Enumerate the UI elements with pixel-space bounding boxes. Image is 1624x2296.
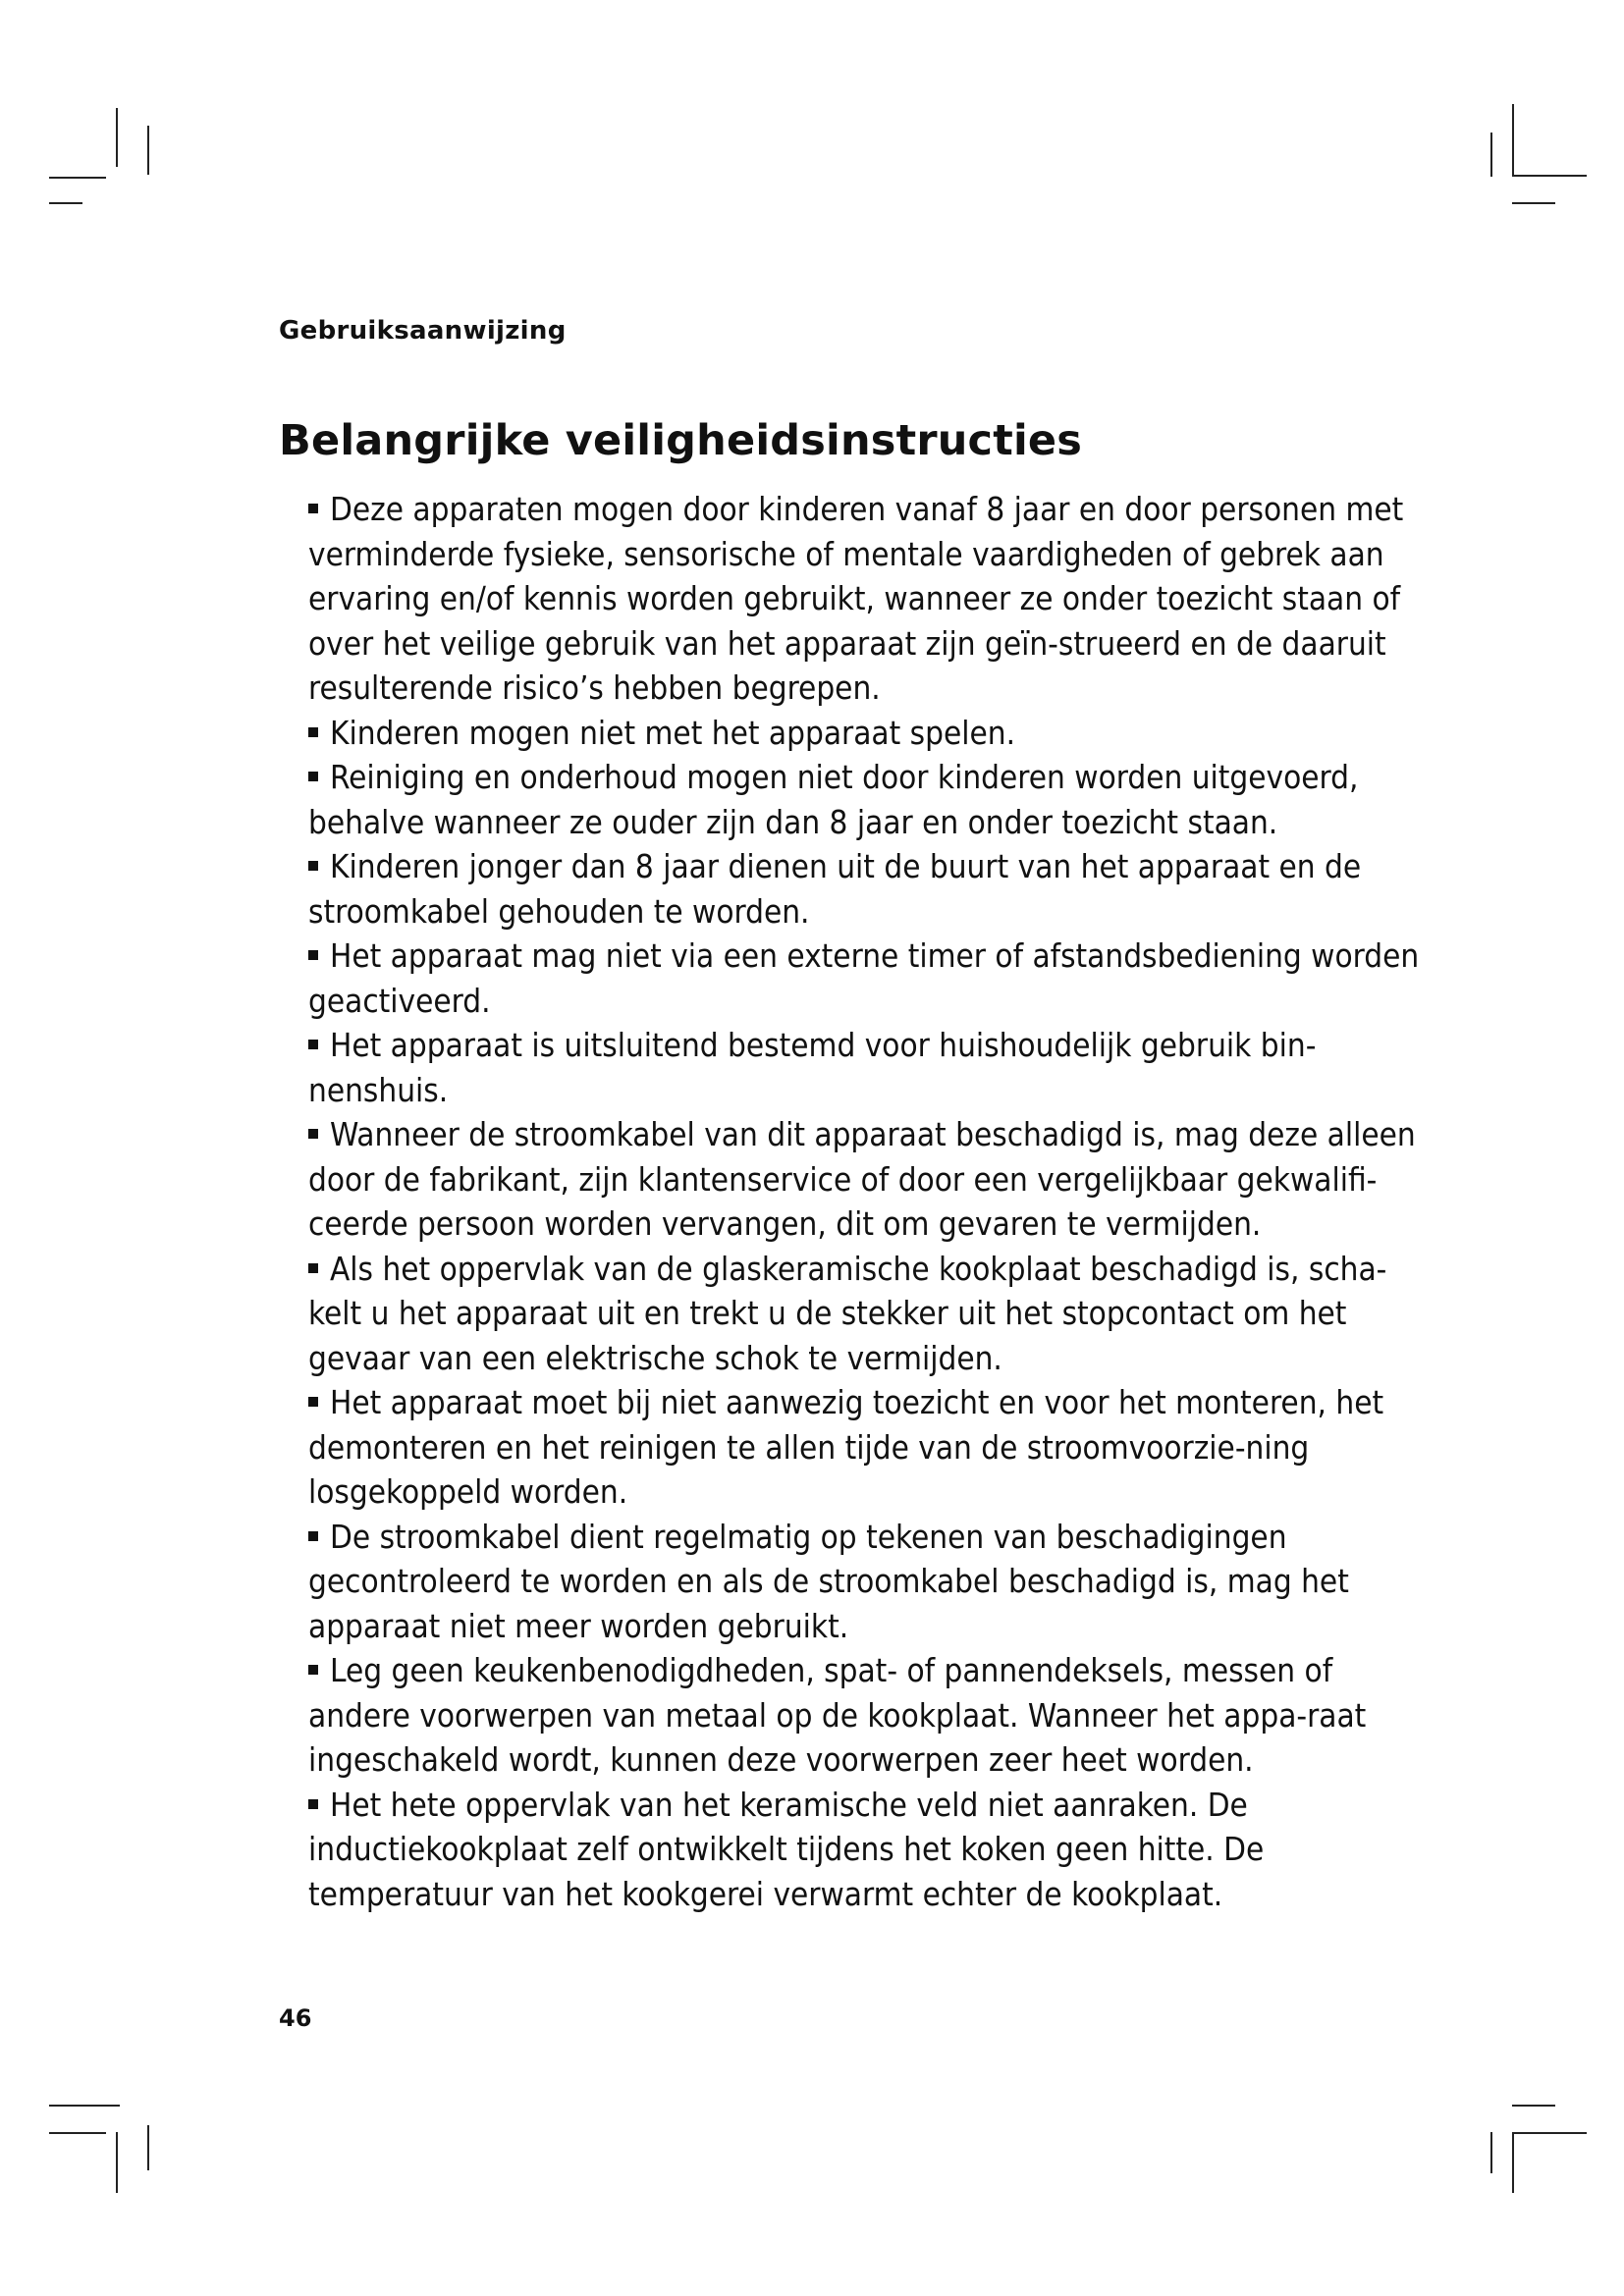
- crop-mark-top-left-horizontal: [49, 177, 106, 179]
- instruction-text: Kinderen jonger dan 8 jaar dienen uit de buurt van het apparaat en de stroomkabel gehouden te worden.: [308, 847, 1362, 931]
- crop-mark-top-right-vertical-outer: [1512, 104, 1514, 175]
- crop-mark-top-right-vertical-inner: [1490, 133, 1492, 177]
- page-number: 46: [279, 2004, 312, 2032]
- list-item: [308, 755, 1428, 844]
- crop-mark-top-left-short: [49, 202, 82, 204]
- crop-mark-bottom-left-vertical-inner: [116, 2132, 118, 2193]
- crop-mark-top-left-vertical-inner: [116, 108, 118, 167]
- square-bullet-icon: [308, 861, 318, 871]
- list-item: [308, 1648, 1428, 1783]
- instruction-text: Deze apparaten mogen door kinderen vanaf 8 jaar en door personen met verminderde fysieke, sensorische of mentale vaardigheden of gebrek aan ervaring en/of kennis worden gebruikt, wanneer ze onder toezicht staan of over het veilige gebruik van het apparaat zijn geïn-strueerd en de daaruit resulterende risico’s hebben begrepen.: [308, 490, 1404, 707]
- section-title: Belangrijke veiligheidsinstructies: [279, 416, 1083, 465]
- list-item: [308, 1023, 1428, 1112]
- crop-mark-bottom-right-vertical-inner: [1490, 2132, 1492, 2173]
- square-bullet-icon: [308, 1040, 318, 1049]
- list-item: [308, 1783, 1428, 1917]
- instruction-text: Het hete oppervlak van het keramische veld niet aanraken. De inductiekookplaat zelf ontwikkelt tijdens het koken geen hitte. De temperatuur van het kookgerei verwarmt echter de kookplaat.: [308, 1785, 1265, 1913]
- square-bullet-icon: [308, 1665, 318, 1675]
- instruction-text: Als het oppervlak van de glaskeramische kookplaat beschadigd is, scha-kelt u het apparaat uit en trekt u de stekker uit het stopcontact om het gevaar van een elektrische schok te vermijden.: [308, 1249, 1387, 1377]
- instruction-text: Leg geen keukenbenodigdheden, spat- of pannendeksels, messen of andere voorwerpen van metaal op de kookplaat. Wanneer het appa-raat ingeschakeld wordt, kunnen deze voorwerpen zeer heet worden.: [308, 1651, 1367, 1779]
- crop-mark-top-right-horizontal: [1512, 175, 1587, 177]
- square-bullet-icon: [308, 1397, 318, 1407]
- crop-mark-bottom-right-vertical-outer: [1512, 2132, 1514, 2193]
- list-item: [308, 1112, 1428, 1247]
- list-item: [308, 711, 1428, 756]
- instruction-text: Het apparaat moet bij niet aanwezig toezicht en voor het monteren, het demonteren en het reinigen te allen tijde van de stroomvoorzie-ning losgekoppeld worden.: [308, 1383, 1384, 1511]
- instruction-text: Reiniging en onderhoud mogen niet door kinderen worden uitgevoerd, behalve wanneer ze ouder zijn dan 8 jaar en onder toezicht staan.: [308, 758, 1359, 841]
- crop-mark-bottom-left-horizontal: [49, 2132, 106, 2134]
- square-bullet-icon: [308, 1531, 318, 1541]
- crop-mark-top-left-vertical-outer: [147, 126, 149, 175]
- instruction-text: Het apparaat is uitsluitend bestemd voor huishoudelijk gebruik bin-nenshuis.: [308, 1026, 1317, 1109]
- list-item: [308, 1515, 1428, 1649]
- list-item: [308, 1247, 1428, 1381]
- square-bullet-icon: [308, 1263, 318, 1273]
- square-bullet-icon: [308, 1799, 318, 1809]
- instruction-text: Kinderen mogen niet met het apparaat spelen.: [330, 713, 1016, 752]
- square-bullet-icon: [308, 950, 318, 960]
- square-bullet-icon: [308, 727, 318, 737]
- square-bullet-icon: [308, 504, 318, 513]
- list-item: [308, 1380, 1428, 1515]
- list-item: [308, 934, 1428, 1023]
- crop-mark-bottom-left-short: [49, 2105, 120, 2107]
- instruction-text: Wanneer de stroomkabel van dit apparaat beschadigd is, mag deze alleen door de fabrikant, zijn klantenservice of door een vergelijkbaar gekwalifi-ceerde persoon worden vervangen, dit om gevaren te vermijden.: [308, 1115, 1416, 1243]
- crop-mark-bottom-right-short: [1512, 2105, 1555, 2107]
- list-item: [308, 487, 1428, 711]
- running-header: Gebruiksaanwijzing: [279, 316, 567, 346]
- instruction-text: De stroomkabel dient regelmatig op tekenen van beschadigingen gecontroleerd te worden en als de stroomkabel beschadigd is, mag het apparaat niet meer worden gebruikt.: [308, 1517, 1349, 1645]
- square-bullet-icon: [308, 772, 318, 781]
- list-item: [308, 844, 1428, 934]
- crop-mark-top-right-short: [1512, 202, 1555, 204]
- instruction-text: Het apparaat mag niet via een externe timer of afstandsbediening worden geactiveerd.: [308, 936, 1420, 1020]
- crop-mark-bottom-right-horizontal: [1512, 2132, 1587, 2134]
- crop-mark-bottom-left-vertical-outer: [147, 2125, 149, 2170]
- square-bullet-icon: [308, 1129, 318, 1139]
- safety-instructions-list: [308, 487, 1428, 1916]
